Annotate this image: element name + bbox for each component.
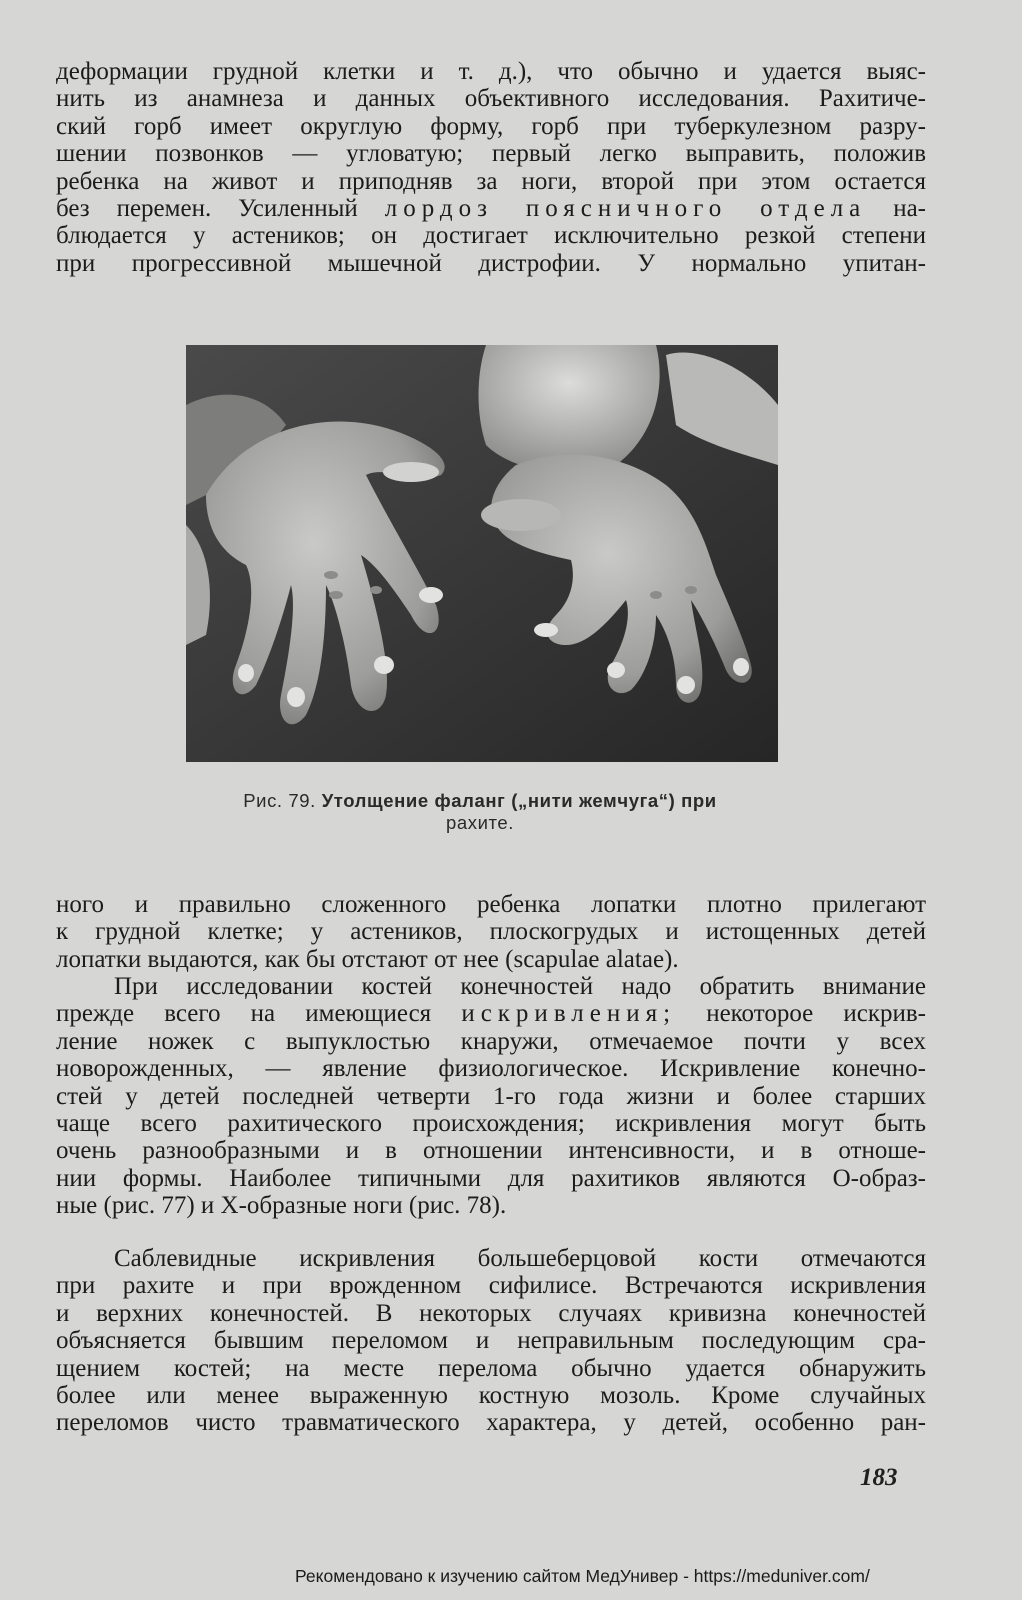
text-line: ление ножек с выпуклостью кнаружи, отмечаемое почти у всех	[56, 1027, 926, 1055]
spaced-term-lordosis: лордоз поясничного отдела	[384, 195, 867, 223]
text-line: при рахите и при врожденном сифилисе. Встречаются искривления	[56, 1272, 926, 1300]
caption-line-1	[150, 790, 810, 812]
text-line: объясняется бывшим переломом и неправильным последующим сра-	[56, 1327, 926, 1355]
text-line: ные (рис. 77) и Х-образные ноги (рис. 78).	[56, 1192, 507, 1220]
caption-label: Рис. 79.	[243, 790, 316, 811]
text-line: ребенка на живот и приподняв за ноги, второй при этом остается	[56, 167, 926, 195]
text-line: блюдается у астеников; он достигает исключительно резкой степени	[56, 222, 926, 250]
text-line: и верхних конечностей. В некоторых случаях кривизна конечностей	[56, 1299, 926, 1327]
text-fragment: прежде всего на имеющиеся	[56, 1000, 432, 1028]
text-line: к грудной клетке; у астеников, плоскогрудых и истощенных детей	[56, 918, 926, 946]
footer-recommendation: Рекомендовано к изучению сайтом МедУнивер - https://meduniver.com/	[295, 1566, 870, 1586]
text-line: щением костей; на месте перелома обычно удается обнаружить	[56, 1354, 926, 1382]
text-line: переломов чисто травматического характера, у детей, особенно ран-	[56, 1409, 926, 1437]
text-line	[56, 195, 926, 222]
text-line: нить из анамнеза и данных объективного исследования. Рахитиче-	[56, 85, 926, 113]
text-line: новорожденных, — явление физиологическое. Искривление конечно-	[56, 1055, 926, 1083]
text-line: лопатки выдаются, как бы отстают от нее (scapulae alatae).	[56, 945, 679, 973]
paragraph-3	[56, 973, 926, 1220]
figure-hands-photo	[186, 345, 778, 762]
paragraph-1	[56, 58, 926, 277]
text-line: При исследовании костей конечностей надо обратить внимание	[114, 973, 926, 1000]
text-line: при прогрессивной мышечной дистрофии. У нормально упитан-	[56, 249, 926, 277]
spaced-term-curvatures: искривления;	[461, 1000, 677, 1028]
hands-photo-illustration	[186, 345, 778, 762]
text-fragment: некоторое искрив-	[706, 1000, 926, 1028]
caption-title: Утолщение фаланг („нити жемчуга“) при	[321, 790, 717, 811]
text-line: нии формы. Наиболее типичными для рахитиков являются О-образ-	[56, 1164, 926, 1192]
paragraph-2	[56, 891, 926, 973]
text-line: шении позвонков — угловатую; первый легко выправить, положив	[56, 140, 926, 168]
text-line: стей у детей последней четверти 1-го года жизни и более старших	[56, 1082, 926, 1110]
text-line	[56, 1000, 926, 1027]
text-line: чаще всего рахитического происхождения; искривления могут быть	[56, 1110, 926, 1138]
text-line: более или менее выраженную костную мозоль. Кроме случайных	[56, 1382, 926, 1410]
figure-caption	[150, 790, 810, 834]
text-line: ский горб имеет округлую форму, горб при туберкулезном разру-	[56, 112, 926, 140]
text-line: деформации грудной клетки и т. д.), что обычно и удается выяс-	[56, 58, 926, 85]
paragraph-4	[56, 1245, 926, 1437]
text-fragment: без перемен. Усиленный	[56, 195, 358, 223]
caption-line-2: рахите.	[445, 812, 515, 833]
page-number: 183	[860, 1464, 898, 1491]
text-line: очень разнообразными и в отношении интенсивности, и в отноше-	[56, 1137, 926, 1165]
text-fragment: на-	[893, 195, 927, 223]
text-line: ного и правильно сложенного ребенка лопатки плотно прилегают	[56, 891, 926, 918]
text-line: Саблевидные искривления большеберцовой кости отмечаются	[114, 1245, 926, 1272]
